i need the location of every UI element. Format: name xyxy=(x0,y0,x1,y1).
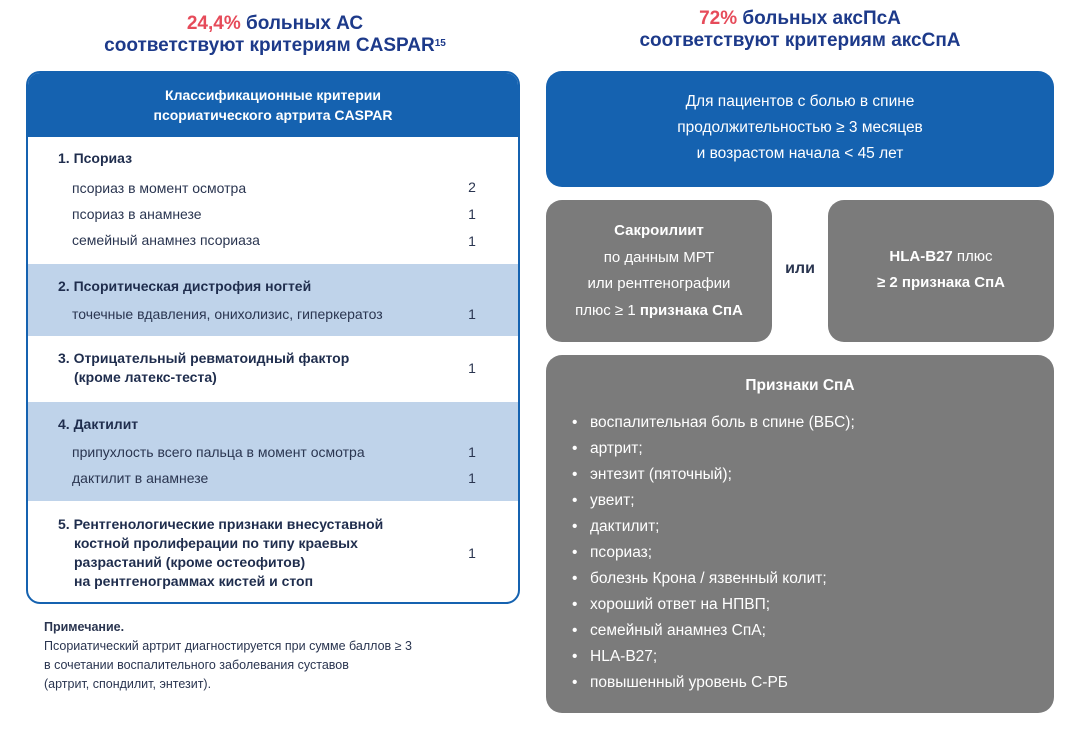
bullet-icon: • xyxy=(572,622,578,639)
patients-box-line: и возрастом начала < 45 лет xyxy=(696,145,904,162)
criterion-rheumatoid-factor xyxy=(28,336,518,402)
bullet-icon: • xyxy=(572,440,578,457)
bullet-icon: • xyxy=(572,492,578,509)
note-line: Псориатический артрит диагностируется при сумме баллов ≥ 3 xyxy=(44,639,412,653)
bullet-icon: • xyxy=(572,570,578,587)
list-item-text: семейный анамнез СпА; xyxy=(590,622,766,639)
caspar-title-line1: Классификационные критерии xyxy=(165,87,381,103)
criterion-score: 1 xyxy=(468,360,476,376)
criterion-item: псориаз в анамнезе xyxy=(72,206,202,222)
criterion-score: 1 xyxy=(468,206,476,222)
note xyxy=(44,618,494,694)
caspar-criteria-table xyxy=(26,71,520,604)
criterion-score: 1 xyxy=(468,444,476,460)
patients-box-line: Для пациентов с болью в спине xyxy=(685,93,915,110)
criterion-nail-dystrophy xyxy=(28,264,518,336)
sacroiliitis-line: по данным МРТ xyxy=(603,248,715,266)
left-heading-percent: 24,4% xyxy=(186,13,241,34)
sacroiliitis-line xyxy=(546,298,772,325)
criterion-score: 1 xyxy=(468,545,476,561)
criterion-title-line: на рентгенограммах кистей и стоп xyxy=(74,573,314,589)
criterion-title: 2. Псоритическая дистрофия ногтей xyxy=(58,278,312,294)
list-item-text: повышенный уровень С-РБ xyxy=(590,674,788,691)
sacroiliitis-box xyxy=(546,200,772,342)
hla-b27-label: HLA-B27 xyxy=(889,248,953,265)
list-item-text: HLA-B27; xyxy=(590,648,658,665)
right-heading-line2: соответствуют критериям аксСпА xyxy=(639,30,961,51)
criterion-title: 1. Псориаз xyxy=(58,150,133,166)
list-item xyxy=(572,488,855,514)
criterion-title xyxy=(58,515,383,591)
bullet-icon: • xyxy=(572,596,578,613)
left-heading-line1 xyxy=(20,13,530,35)
patients-criteria-box xyxy=(546,71,1054,187)
list-item-text: болезнь Крона / язвенный колит; xyxy=(590,570,827,587)
list-item-text: энтезит (пяточный); xyxy=(590,466,732,483)
list-item xyxy=(572,436,855,462)
criterion-item: припухлость всего пальца в момент осмотра xyxy=(72,444,365,460)
criterion-dactylitis xyxy=(28,402,518,501)
right-heading-line1-text: больных аксПсА xyxy=(737,8,901,29)
criterion-title-line: разрастаний (кроме остеофитов) xyxy=(74,554,306,570)
list-item xyxy=(572,514,855,540)
criterion-title-line: 5. Рентгенологические признаки внесуставной xyxy=(58,516,384,532)
criterion-title: 4. Дактилит xyxy=(58,416,139,432)
left-heading-line2 xyxy=(20,35,530,57)
criterion-psoriasis xyxy=(28,137,518,264)
caspar-table-header xyxy=(28,73,518,137)
list-item-text: дактилит; xyxy=(590,518,660,535)
spa-signs-box xyxy=(546,355,1054,713)
list-item xyxy=(572,618,855,644)
list-item-text: артрит; xyxy=(590,440,643,457)
list-item-text: хороший ответ на НПВП; xyxy=(590,596,771,613)
list-item-text: увеит; xyxy=(590,492,635,509)
criterion-title-line: 3. Отрицательный ревматоидный фактор xyxy=(58,350,350,366)
list-item-text: псориаз; xyxy=(590,544,653,561)
list-item-text: воспалительная боль в спине (ВБС); xyxy=(590,414,855,431)
hla-b27-box xyxy=(828,200,1054,342)
list-item xyxy=(572,566,855,592)
right-heading-line1 xyxy=(546,8,1054,30)
bullet-icon: • xyxy=(572,414,578,431)
list-item xyxy=(572,670,855,696)
criterion-item: псориаз в момент осмотра xyxy=(72,180,247,196)
list-item xyxy=(572,592,855,618)
or-label: или xyxy=(785,260,815,277)
sacroiliitis-line: или рентгенографии xyxy=(587,275,731,292)
criterion-title xyxy=(58,349,349,387)
list-item xyxy=(572,410,855,436)
bullet-icon: • xyxy=(572,674,578,691)
bullet-icon: • xyxy=(572,518,578,535)
criterion-title-line: костной пролиферации по типу краевых xyxy=(74,535,358,551)
criterion-score: 1 xyxy=(468,470,476,486)
right-heading-percent: 72% xyxy=(699,8,738,29)
criterion-title-line: (кроме латекс-теста) xyxy=(74,369,217,385)
bullet-icon: • xyxy=(572,466,578,483)
spa-signs-title: Признаки СпА xyxy=(745,377,855,394)
note-line: в сочетании воспалительного заболевания суставов xyxy=(44,658,349,672)
left-heading-line1-text: больных АС xyxy=(240,13,364,34)
criterion-radiographic-proliferation xyxy=(28,501,518,604)
note-line: (артрит, спондилит, энтезит). xyxy=(44,677,212,691)
list-item xyxy=(572,644,855,670)
sacroiliitis-plus-text: плюс ≥ 1 xyxy=(575,301,640,319)
footnote-reference: 15 xyxy=(434,38,446,49)
spa-signs-list xyxy=(572,410,855,696)
sacroiliitis-sign-count: признака СпА xyxy=(639,301,743,319)
hla-plus-text: плюс xyxy=(952,248,993,265)
hla-sign-count: ≥ 2 признака СпА xyxy=(877,274,1005,291)
note-title: Примечание. xyxy=(44,620,125,634)
list-item xyxy=(572,540,855,566)
patients-box-line: продолжительностью ≥ 3 месяцев xyxy=(677,119,923,136)
criterion-item: точечные вдавления, онихолизис, гиперкератоз xyxy=(72,306,383,322)
criterion-score: 1 xyxy=(468,306,476,322)
criterion-score: 1 xyxy=(468,233,476,249)
bullet-icon: • xyxy=(572,648,578,665)
bullet-icon: • xyxy=(572,544,578,561)
list-item xyxy=(572,462,855,488)
left-heading-line2-text: соответствуют критериям CASPAR xyxy=(104,35,435,56)
criterion-item: семейный анамнез псориаза xyxy=(72,232,260,248)
left-heading xyxy=(20,13,530,57)
criterion-item: дактилит в анамнезе xyxy=(72,470,209,486)
right-heading xyxy=(546,8,1054,52)
sacroiliitis-title: Сакроилиит xyxy=(614,222,704,239)
hla-box-line1 xyxy=(828,244,1054,270)
caspar-title-line2: псориатического артрита CASPAR xyxy=(153,107,393,123)
criterion-score: 2 xyxy=(468,179,476,195)
